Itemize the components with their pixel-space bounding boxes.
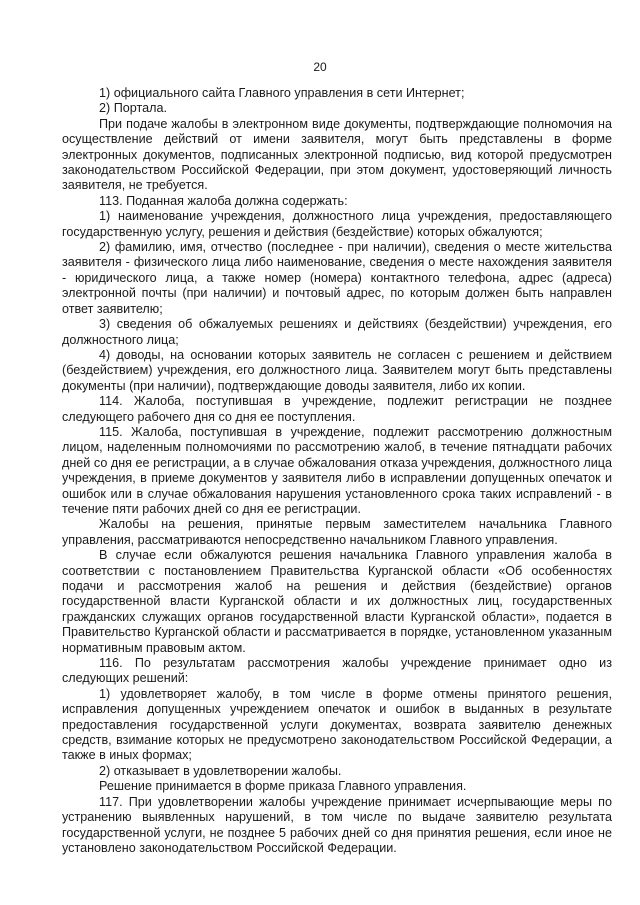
paragraph-deputy-decisions: Жалобы на решения, принятые первым заместителем начальника Главного управления, рассматриваются непосредственно начальником Главного управления.	[62, 517, 612, 547]
paragraph-113-item-4: 4) доводы, на основании которых заявитель не согласен с решением и действием (бездействием) учреждения, его должностного лица. Заявителем могут быть представлены документы (при наличии), подтверждающие доводы заявителя, либо их копии.	[62, 347, 612, 393]
document-body	[62, 86, 612, 856]
paragraph-113-heading: 113. Поданная жалоба должна содержать:	[99, 193, 348, 208]
paragraph-115: 115. Жалоба, поступившая в учреждение, подлежит рассмотрению должностным лицом, наделенным полномочиями по рассмотрению жалоб, в течение пятнадцати рабочих дней со дня ее регистрации, а в случае обжалования отказа учреждения, должностного лица учреждения, в приеме документов у заявителя либо в исправлении допущенных опечаток и ошибок или в случае обжалования нарушения установленного срока таких исправлений - в течение пяти рабочих дней со дня ее регистрации.	[62, 424, 612, 516]
paragraph-116-item-2: 2) отказывает в удовлетворении жалобы.	[99, 763, 342, 778]
paragraph-113-item-3: 3) сведения об обжалуемых решениях и действиях (бездействии) учреждения, его должностного лица;	[62, 317, 612, 347]
paragraph-113-item-2: 2) фамилию, имя, отчество (последнее - при наличии), сведения о месте жительства заявителя - физического лица либо наименование, сведения о месте нахождения заявителя - юридического лица, а также номер (номера) контактного телефона, адрес (адреса) электронной почты (при наличии) и почтовый адрес, по которым должен быть направлен ответ заявителю;	[62, 240, 612, 316]
paragraph-list-item-website: 1) официального сайта Главного управления в сети Интернет;	[99, 86, 465, 100]
paragraph-117: 117. При удовлетворении жалобы учреждение принимает исчерпывающие меры по устранению выявленных нарушений, в том числе по выдаче заявителю результата государственной услуги, не позднее 5 рабочих дней со дня принятия решения, если иное не установлено законодательством Российской Федерации.	[62, 794, 612, 855]
paragraph-electronic-submission: При подаче жалобы в электронном виде документы, подтверждающие полномочия на осуществление действий от имени заявителя, могут быть представлены в форме электронных документов, подписанных электронной подписью, вид которой предусмотрен законодательством Российской Федерации, при этом документ, удостоверяющий личность заявителя, не требуется.	[62, 116, 612, 193]
paragraph-list-item-portal: 2) Портала.	[99, 101, 167, 116]
paragraph-113-item-1: 1) наименование учреждения, должностного лица учреждения, предоставляющего государственную услугу, решения и действия (бездействие) которых обжалуются;	[62, 209, 612, 239]
paragraph-114: 114. Жалоба, поступившая в учреждение, подлежит регистрации не позднее следующего рабочего дня со дня ее поступления.	[62, 394, 612, 424]
paragraph-116-heading: 116. По результатам рассмотрения жалобы учреждение принимает одно из следующих решений:	[62, 656, 612, 686]
page-number: 20	[313, 60, 327, 74]
paragraph-116-item-1: 1) удовлетворяет жалобу, в том числе в форме отмены принятого решения, исправления допущенных учреждением опечаток и ошибок в выданных в результате предоставления государственной услуги документах, возврата заявителю денежных средств, взимание которых не предусмотрено законодательством Российской Федерации, а также в иных формах;	[62, 686, 612, 763]
paragraph-decision-form: Решение принимается в форме приказа Главного управления.	[99, 779, 467, 794]
paragraph-head-decisions: В случае если обжалуются решения начальника Главного управления жалоба в соответствии с постановлением Правительства Курганской области «Об особенностях подачи и рассмотрения жалоб на решения и действия (бездействие) органов государственной власти Курганской области и их должностных лиц, государственных гражданских служащих органов государственной власти Курганской области», подается в Правительство Курганской области и рассматривается в порядке, установленном указанным нормативным правовым актом.	[62, 548, 612, 655]
